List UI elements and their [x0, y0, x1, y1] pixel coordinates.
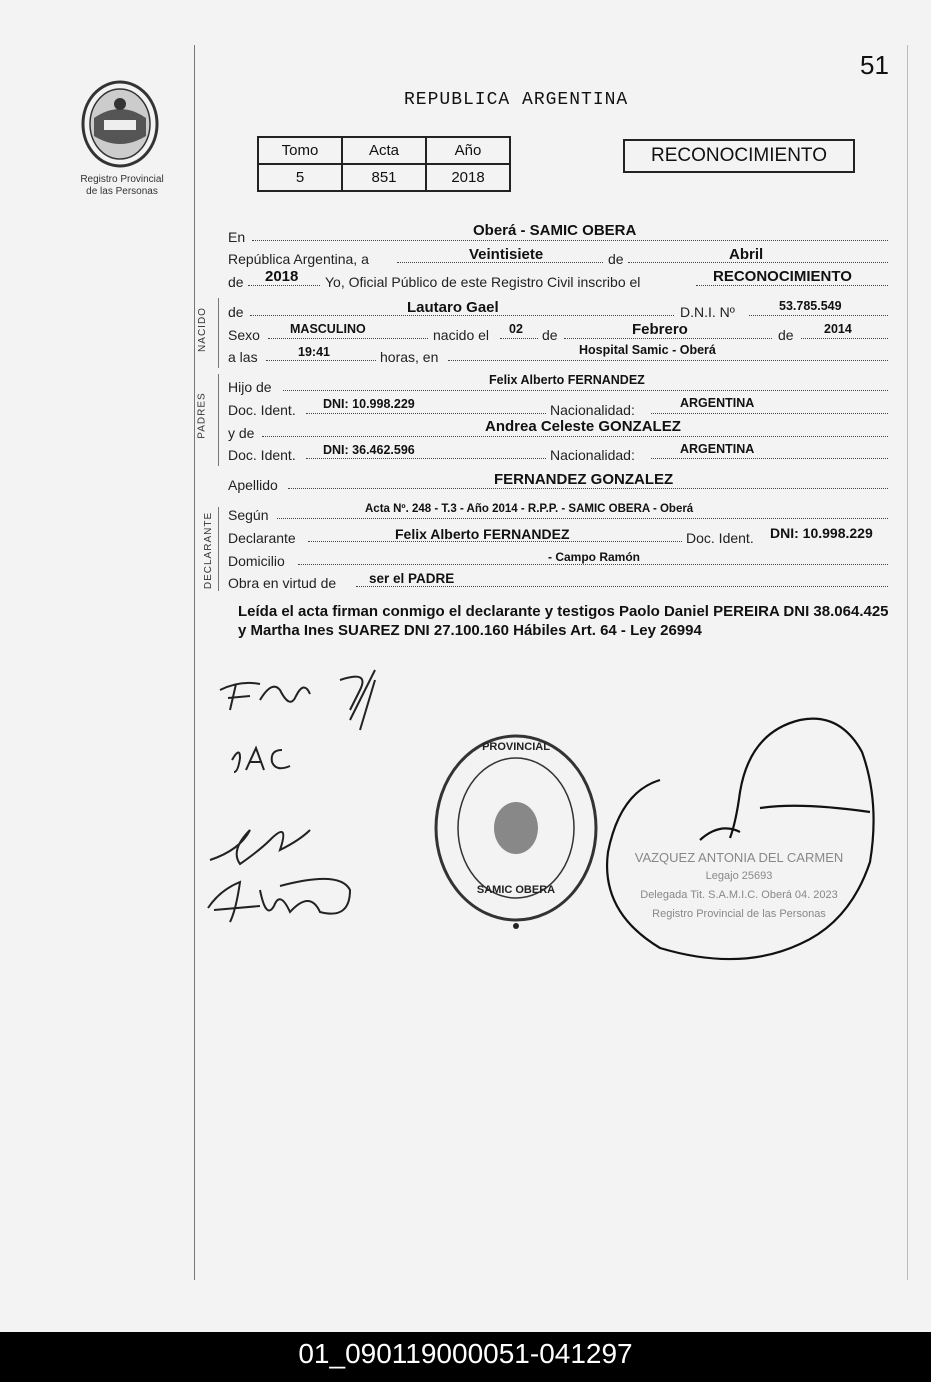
value-father: Felix Alberto FERNANDEZ	[489, 373, 645, 387]
label-declarante: Declarante	[228, 530, 296, 546]
section-bar-padres	[218, 374, 219, 466]
official-stamp-icon	[434, 728, 604, 938]
label-apellido: Apellido	[228, 477, 278, 493]
label-segun: Según	[228, 507, 269, 523]
section-bar-declarante	[218, 507, 219, 591]
value-child-dni: 53.785.549	[779, 299, 842, 313]
label-doc-3: Doc. Ident.	[686, 530, 754, 546]
value-place: Oberá - SAMIC OBERA	[473, 222, 637, 239]
value-birth-month: Febrero	[632, 321, 688, 338]
value-mother-nat: ARGENTINA	[680, 442, 755, 456]
svg-text:PROVINCIAL: PROVINCIAL	[482, 741, 550, 753]
label-de-name: de	[228, 304, 244, 320]
label-hijo: Hijo de	[228, 379, 272, 395]
label-sexo: Sexo	[228, 327, 260, 343]
label-a-las: a las	[228, 349, 258, 365]
value-child-name: Lautaro Gael	[407, 299, 499, 316]
logo-caption-line1: Registro Provincial	[80, 174, 164, 185]
label-nacido: nacido el	[433, 327, 490, 343]
value-mother-doc: DNI: 36.462.596	[323, 443, 415, 457]
value-domicile: - Campo Ramón	[548, 550, 641, 564]
label-y-de: y de	[228, 425, 255, 441]
svg-text:SAMIC OBERA: SAMIC OBERA	[476, 884, 556, 896]
officer-signature	[600, 712, 880, 962]
act-type-box: RECONOCIMIENTO	[623, 139, 855, 173]
registry-value-row	[258, 164, 510, 191]
label-nac-1: Nacionalidad:	[550, 402, 635, 418]
handwritten-signatures	[200, 650, 430, 950]
label-republica: República Argentina, a	[228, 251, 369, 267]
label-doc-1: Doc. Ident.	[228, 402, 296, 418]
value-father-nat: ARGENTINA	[680, 396, 755, 410]
section-bar-nacido	[218, 298, 219, 368]
value-father-doc: DNI: 10.998.229	[323, 397, 415, 411]
label-yo: Yo, Oficial Público de este Registro Civil inscribo el	[325, 274, 641, 290]
value-acta: 851	[342, 164, 426, 191]
value-sex: MASCULINO	[290, 322, 366, 336]
left-margin-line	[194, 45, 195, 1280]
logo-caption	[60, 174, 184, 198]
province-emblem-icon	[80, 80, 160, 168]
value-declarant-doc: DNI: 10.998.229	[770, 525, 873, 541]
label-doc-2: Doc. Ident.	[228, 447, 296, 463]
value-birth-time: 19:41	[298, 345, 330, 359]
section-label-padres: PADRES	[196, 392, 208, 439]
label-domicilio: Domicilio	[228, 553, 285, 569]
label-en: En	[228, 229, 246, 245]
label-de-year: de	[228, 274, 244, 290]
header-tomo: Tomo	[258, 137, 342, 164]
value-tomo: 5	[258, 164, 342, 191]
value-declarant: Felix Alberto FERNANDEZ	[395, 526, 570, 542]
label-obra: Obra en virtud de	[228, 575, 337, 591]
value-day: Veintisiete	[469, 246, 544, 263]
value-surname: FERNANDEZ GONZALEZ	[494, 471, 674, 488]
label-nac-2: Nacionalidad:	[550, 447, 635, 463]
header-ano: Año	[426, 137, 510, 164]
right-margin-line	[907, 45, 908, 1280]
section-label-nacido: NACIDO	[196, 307, 208, 352]
header-acta: Acta	[342, 137, 426, 164]
section-label-declarante: DECLARANTE	[203, 511, 215, 590]
label-de-year2: de	[778, 327, 794, 343]
page-number: 51	[860, 50, 889, 80]
label-horas: horas, en	[380, 349, 439, 365]
value-ano: 2018	[426, 164, 510, 191]
registry-header-row	[258, 137, 510, 164]
value-birth-year: 2014	[824, 322, 852, 336]
value-month: Abril	[729, 246, 764, 263]
value-birth-day: 02	[509, 322, 523, 336]
officer-role: Delegada Tit. S.A.M.I.C. Oberá 04. 2023	[640, 889, 838, 901]
value-act: RECONOCIMIENTO	[713, 268, 852, 285]
officer-stamp	[628, 848, 850, 924]
value-segun: Acta Nº. 248 - T.3 - Año 2014 - R.P.P. - SAMIC OBERA - Oberá	[365, 503, 694, 515]
officer-legajo: Legajo 25693	[705, 870, 773, 882]
logo-caption-line2: de las Personas	[86, 186, 158, 197]
officer-registry: Registro Provincial de las Personas	[652, 908, 826, 920]
document-id-footer: 01_090119000051-041297	[0, 1332, 931, 1382]
officer-name: VAZQUEZ ANTONIA DEL CARMEN	[634, 850, 844, 865]
registry-table	[257, 136, 511, 192]
label-de-1: de	[608, 251, 624, 267]
closing-statement: Leída el acta firman conmigo el declarante y testigos Paolo Daniel PEREIRA DNI 38.064.425 y Martha Ines SUAREZ DNI 27.100.160 Hábiles Art. 64 - Ley 26994	[238, 603, 889, 639]
country-heading: REPUBLICA ARGENTINA	[404, 90, 629, 110]
value-birth-place: Hospital Samic - Oberá	[579, 343, 716, 357]
value-year: 2018	[265, 268, 299, 285]
value-mother: Andrea Celeste GONZALEZ	[485, 418, 681, 435]
label-dni: D.N.I. Nº	[680, 304, 735, 320]
value-by-virtue: ser el PADRE	[369, 571, 455, 586]
label-de-month: de	[542, 327, 558, 343]
